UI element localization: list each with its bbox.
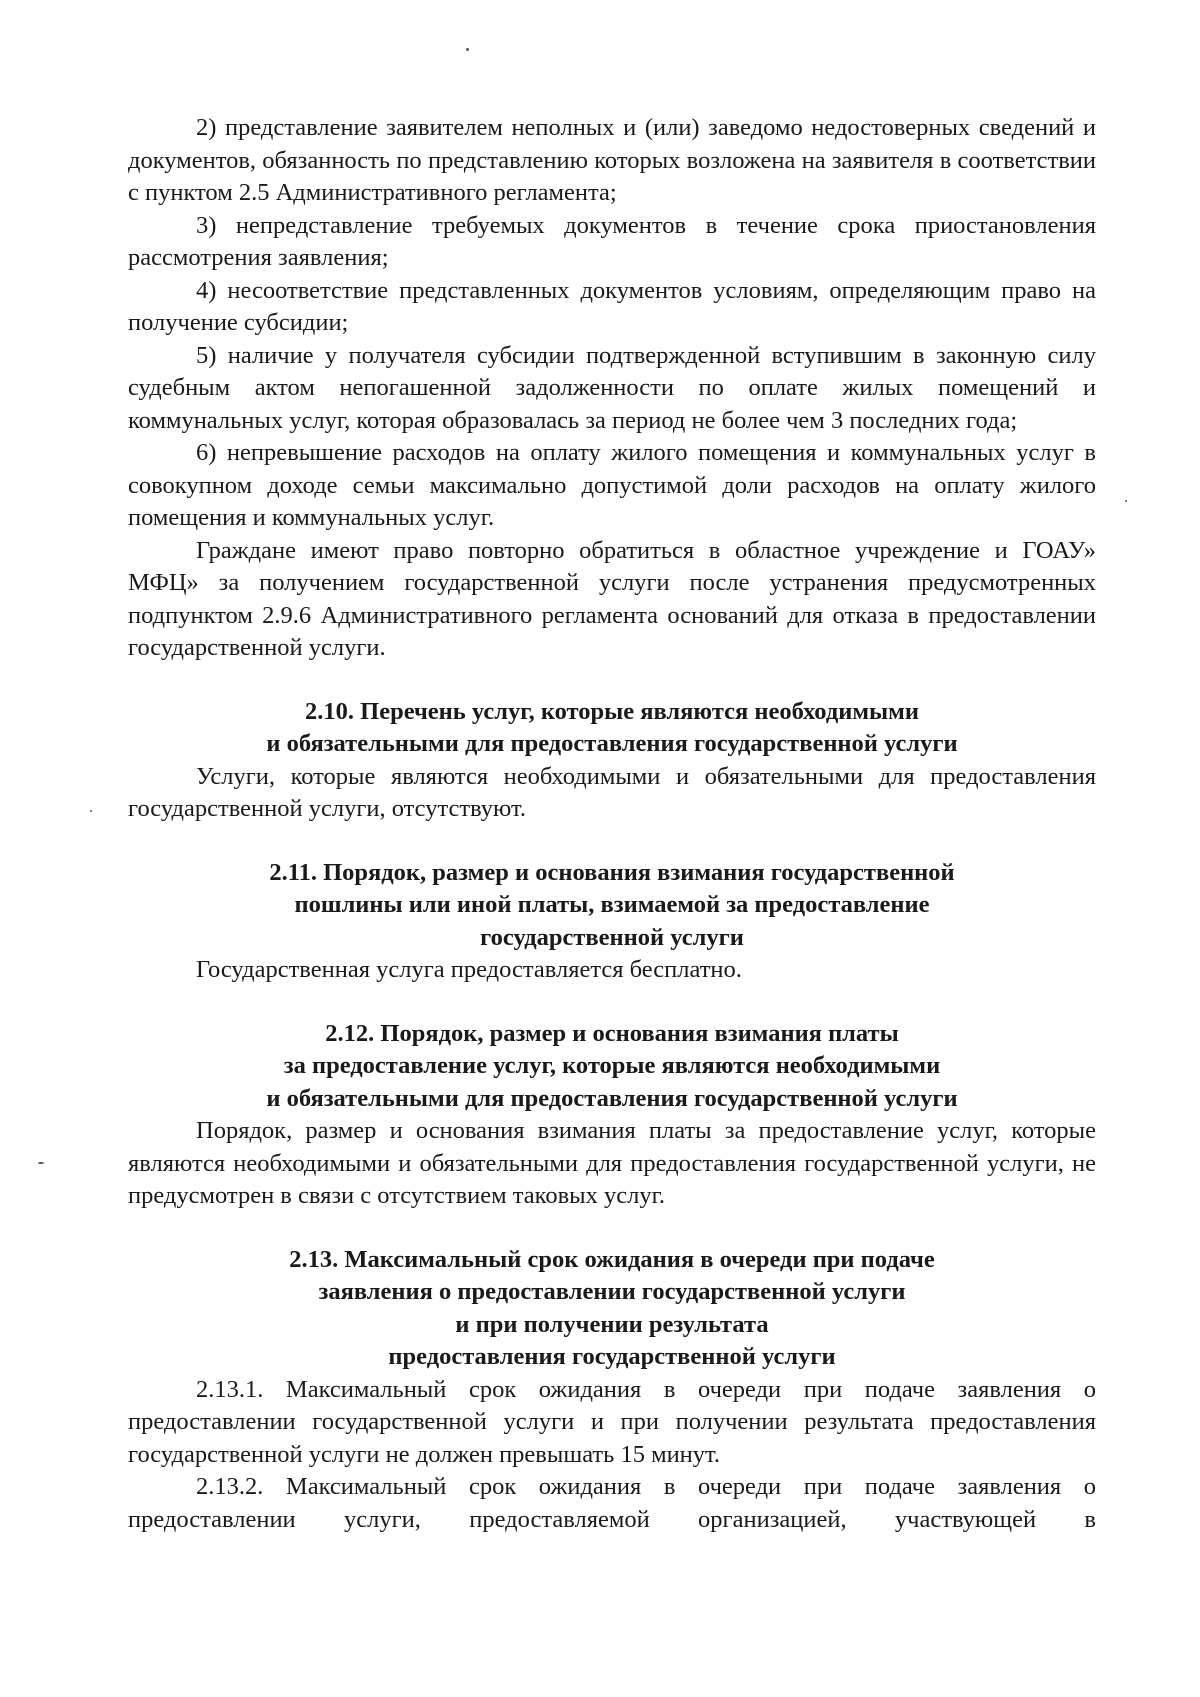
heading-line: 2.10. Перечень услуг, которые являются необходимыми [305,697,919,725]
heading-line: предоставления государственной услуги [388,1343,836,1370]
section-2-10-body: Услуги, которые являются необходимыми и обязательными для предоставления государственной услуги, отсутствуют. [128,762,1096,822]
section-2-13-2-body: 2.13.2. Максимальный срок ожидания в очереди при подаче заявления о предоставлении услуги, предоставляемой организацией, участвующей в [128,1473,1096,1533]
list-item-3: 3) непредставление требуемых документов в течение срока приостановления рассмотрения заявления; [128,211,1096,271]
heading-line: 2.13. Максимальный срок ожидания в очереди при подаче [289,1245,935,1273]
heading-line: 2.11. Порядок, размер и основания взимания государственной [269,858,955,886]
list-item-4: 4) несоответствие представленных документов условиям, определяющим право на получение субсидии; [128,276,1096,336]
scan-speck [90,810,92,812]
list-item-6: 6) непревышение расходов на оплату жилого помещения и коммунальных услуг в совокупном доходе семьи максимально допустимой доли расходов на оплату жилого помещения и коммунальных услуг. [128,439,1096,531]
scan-speck [1125,500,1127,502]
heading-line: пошлины или иной платы, взимаемой за предоставление [294,891,930,918]
section-2-12-heading [128,1018,1096,1116]
heading-line: 2.12. Порядок, размер и основания взимания платы [325,1019,899,1047]
list-item-2: 2) представление заявителем неполных и (или) заведомо недостоверных сведений и документов, обязанность по представлению которых возложена на заявителя в соответствии с пунктом 2.5 Административного регламента; [128,114,1096,206]
section-2-10-heading [128,696,1096,761]
section-2-11-body: Государственная услуга предоставляется бесплатно. [196,956,742,983]
heading-line: и при получении результата [455,1310,769,1338]
scan-speck [466,48,469,51]
heading-line: и обязательными для предоставления государственной услуги [266,730,958,757]
heading-line: и обязательными для предоставления государственной услуги [266,1084,958,1112]
heading-line: заявления о предоставлении государственной услуги [318,1278,906,1305]
document-body [128,112,1096,1536]
heading-line: государственной услуги [480,923,744,951]
section-2-11-heading [128,857,1096,955]
scan-speck [38,1162,44,1164]
repeat-application-paragraph: Граждане имеют право повторно обратиться в областное учреждение и ГОАУ» МФЦ» за получением государственной услуги после устранения предусмотренных подпунктом 2.9.6 Административного регламента оснований для отказа в предоставлении государственной услуги. [128,536,1096,661]
section-2-13-1-body: 2.13.1. Максимальный срок ожидания в очереди при подаче заявления о предоставлении государственной услуги и при получении результата предоставления государственной услуги не должен превышать 15 минут. [128,1375,1096,1468]
heading-line: за предоставление услуг, которые являются необходимыми [283,1052,941,1079]
section-2-12-body: Порядок, размер и основания взимания платы за предоставление услуг, которые являются необходимыми и обязательными для предоставления государственной услуги, не предусмотрен в связи с отсутствием таковых услуг. [128,1117,1096,1209]
list-item-5: 5) наличие у получателя субсидии подтвержденной вступившим в законную силу судебным актом непогашенной задолженности по оплате жилых помещений и коммунальных услуг, которая образовалась за период не более чем 3 последних года; [128,341,1096,434]
section-2-13-heading [128,1244,1096,1374]
